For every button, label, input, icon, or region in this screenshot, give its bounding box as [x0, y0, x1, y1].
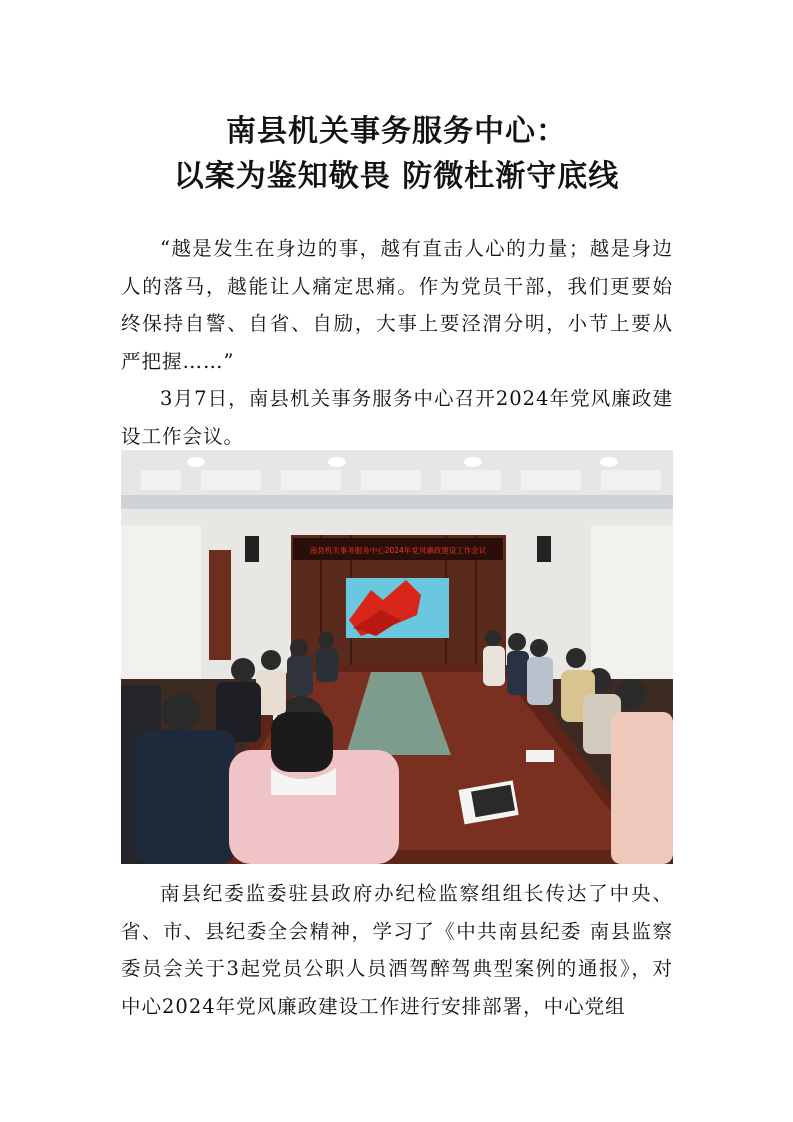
banner-text: 南县机关事务服务中心2024年党风廉政建设工作会议: [309, 546, 487, 555]
body-paragraph: 南县纪委监委驻县政府办纪检监察组组长传达了中央、省、市、县纪委全会精神，学习了《中共南县纪委 南县监察委员会关于3起党员公职人员酒驾醉驾典型案例的通报》，对中心2024年党风廉政建设工作进行安排部署，中心党组: [121, 882, 673, 1018]
title-line-2: 以案为鉴知敬畏 防微杜渐守底线: [173, 159, 620, 194]
title-line-1: 南县机关事务服务中心：: [226, 114, 567, 149]
quote-paragraph: “越是发生在身边的事，越有直击人心的力量；越是身边人的落马，越能让人痛定思痛。作为党员干部，我们更要始终保持自警、自省、自励，大事上要泾渭分明，小节上要从严把握……”: [121, 237, 673, 373]
meeting-paragraph: 3月7日，南县机关事务服务中心召开2024年党风廉政建设工作会议。: [121, 387, 673, 448]
meeting-photo: [121, 450, 673, 864]
